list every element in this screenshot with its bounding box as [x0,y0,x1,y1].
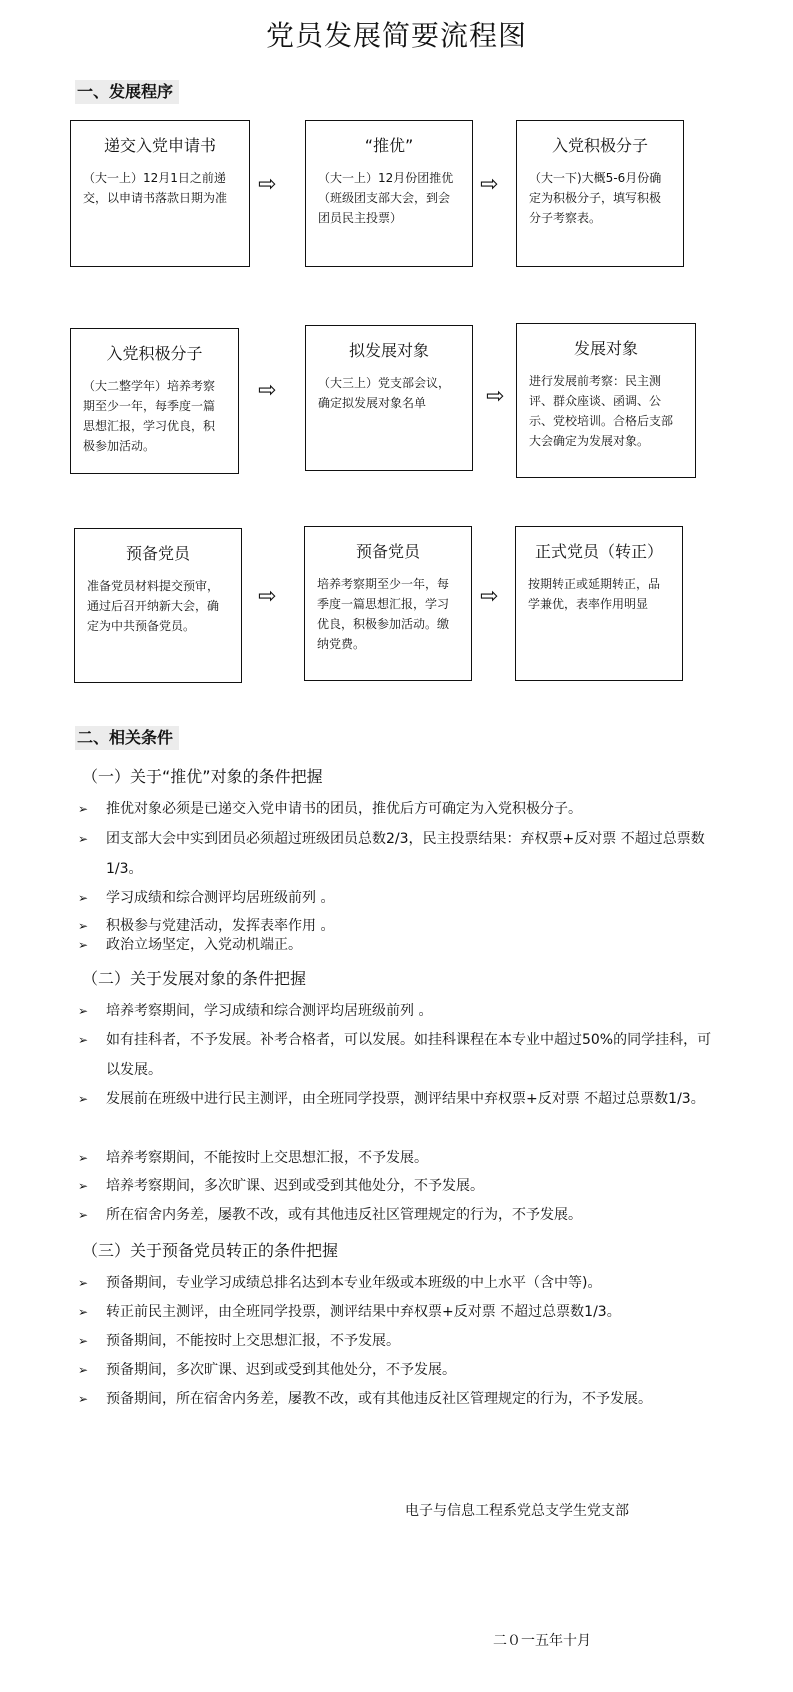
flow-box-title: 正式党员（转正） [534,542,663,561]
bullet-icon: ➢ [78,1092,89,1106]
bullet-icon: ➢ [78,1363,89,1377]
bullet-icon: ➢ [78,1033,89,1047]
list-item: ➢ 培养考察期间，不能按时上交思想汇报，不予发展。 [78,1143,718,1173]
right-arrow-icon: ⇨ [258,378,277,403]
flow-box-body: （大三上）党支部会议，确定拟发展对象名单 [318,376,451,410]
flow-box-5 [305,325,473,471]
subsection-heading: （二）关于发展对象的条件把握 [82,969,307,988]
flow-box-body: （大一上）12月份团推优（班级团支部大会，到会团员民主投票） [318,171,454,225]
flow-box-title: “推优” [364,136,414,155]
flow-box-body: （大一上）12月1日之前递交，以申请书落款日期为准 [83,171,228,205]
right-arrow-icon: ⇨ [480,584,499,609]
signature-date: 二０一五年十月 [493,1633,591,1649]
flow-box-2 [305,120,473,267]
flow-box-body: 培养考察期至少一年，每季度一篇思想汇报，学习优良，积极参加活动。缴纳党费。 [317,577,450,651]
bullet-icon: ➢ [78,1151,89,1165]
list-item: ➢ 预备期间，多次旷课、迟到或受到其他处分，不予发展。 [78,1355,718,1385]
flow-box-1 [70,120,250,267]
signature-org: 电子与信息工程系党总支学生党支部 [405,1503,629,1519]
flow-box-title: 预备党员 [355,542,420,561]
flow-box-title: 预备党员 [125,544,190,563]
list-item: ➢ 如有挂科者，不予发展。补考合格者，可以发展。如挂科课程在本专业中超过50%的同学挂科，可以发展。 [78,1025,718,1085]
flow-box-body: （大一下)大概5-6月份确定为积极分子，填写积极分子考察表。 [529,171,662,225]
bullet-icon: ➢ [78,1179,89,1193]
flow-box-9 [515,526,683,681]
list-item: ➢ 所在宿舍内务差，屡教不改，或有其他违反社区管理规定的行为，不予发展。 [78,1200,718,1230]
list-item: ➢ 转正前民主测评，由全班同学投票，测评结果中弃权票+反对票 不超过总票数1/3。 [78,1297,718,1327]
flow-box-title: 拟发展对象 [348,341,429,360]
bullet-icon: ➢ [78,891,89,905]
list-item: ➢ 政治立场坚定，入党动机端正。 [78,930,718,960]
subsection-heading: （一）关于“推优”对象的条件把握 [82,767,323,786]
flow-box-3 [516,120,684,267]
flow-box-6 [516,323,696,478]
list-item: ➢ 推优对象必须是已递交入党申请书的团员，推优后方可确定为入党积极分子。 [78,794,718,824]
list-item: ➢ 预备期间，不能按时上交思想汇报，不予发展。 [78,1326,718,1356]
flow-box-body: 进行发展前考察：民主测评、群众座谈、函调、公示、党校培训。合格后支部大会确定为发展对象。 [529,374,674,448]
list-item: ➢ 学习成绩和综合测评均居班级前列 。 [78,883,718,913]
right-arrow-icon: ⇨ [258,584,277,609]
subsection-heading: （三）关于预备党员转正的条件把握 [82,1241,339,1260]
section-heading-procedure: 一、发展程序 [75,80,179,104]
flow-box-7 [74,528,242,683]
bullet-icon: ➢ [78,1208,89,1222]
right-arrow-icon: ⇨ [258,172,277,197]
page-title: 党员发展简要流程图 [265,19,527,52]
flow-box-body: 按期转正或延期转正，品学兼优，表率作用明显 [528,577,661,611]
bullet-icon: ➢ [78,919,89,933]
flow-box-title: 发展对象 [573,339,638,358]
list-item: ➢ 预备期间，专业学习成绩总排名达到本专业年级或本班级的中上水平（含中等)。 [78,1268,718,1298]
flow-box-body: 准备党员材料提交预审，通过后召开纳新大会，确定为中共预备党员。 [87,579,220,633]
flow-box-8 [304,526,472,681]
list-item: ➢ 培养考察期间，学习成绩和综合测评均居班级前列 。 [78,996,718,1026]
list-item: ➢ 团支部大会中实到团员必须超过班级团员总数2/3，民主投票结果：弃权票+反对票 不超过总票数1/3。 [78,824,718,884]
bullet-icon: ➢ [78,1334,89,1348]
right-arrow-icon: ⇨ [486,384,505,409]
section-heading-conditions: 二、相关条件 [75,726,179,750]
list-item: ➢ 培养考察期间，多次旷课、迟到或受到其他处分，不予发展。 [78,1171,718,1201]
flow-box-title: 入党积极分子 [106,344,203,363]
list-item: ➢ 积极参与党建活动，发挥表率作用 。 [78,911,718,941]
bullet-icon: ➢ [78,832,89,846]
right-arrow-icon: ⇨ [480,172,499,197]
bullet-icon: ➢ [78,938,89,952]
bullet-icon: ➢ [78,1276,89,1290]
flow-box-4 [70,328,239,474]
bullet-icon: ➢ [78,1004,89,1018]
flow-box-title: 递交入党申请书 [103,136,216,155]
bullet-icon: ➢ [78,1305,89,1319]
list-item: ➢ 发展前在班级中进行民主测评，由全班同学投票，测评结果中弃权票+反对票 不超过总票数1/3。 [78,1084,718,1114]
flow-box-title: 入党积极分子 [551,136,648,155]
bullet-icon: ➢ [78,1392,89,1406]
list-item: ➢ 预备期间，所在宿舍内务差，屡教不改，或有其他违反社区管理规定的行为，不予发展。 [78,1384,718,1414]
flow-box-body: （大二整学年）培养考察期至少一年，每季度一篇思想汇报，学习优良，积极参加活动。 [83,379,216,453]
bullet-icon: ➢ [78,802,89,816]
